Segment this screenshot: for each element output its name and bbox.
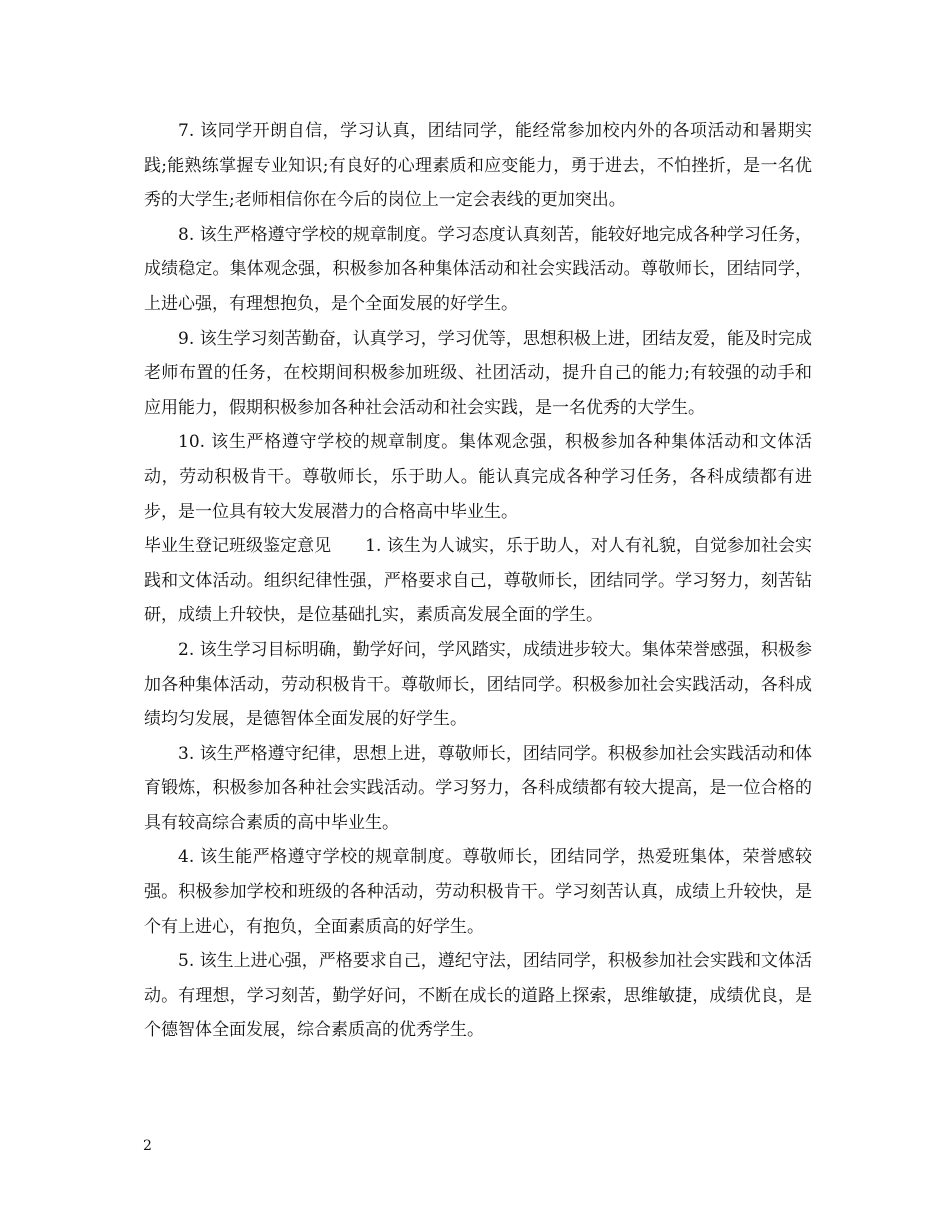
document-body <box>144 114 812 1048</box>
paragraph-section-heading-1: 毕业生登记班级鉴定意见 1. 该生为人诚实，乐于助人，对人有礼貌，自觉参加社会实践和文体活动。组织纪律性强，严格要求自己，尊敬师长，团结同学。学习努力，刻苦钻研，成绩上升较快，是位基础扎实，素质高发展全面的学生。 <box>144 536 812 626</box>
paragraph-2: 2. 该生学习目标明确，勤学好问，学风踏实，成绩进步较大。集体荣誉感强，积极参加各种集体活动，劳动积极肯干。尊敬师长，团结同学。积极参加社会实践活动，各科成绩均匀发展，是德智体全面发展的好学生。 <box>144 639 812 730</box>
paragraph-5: 5. 该生上进心强，严格要求自己，遵纪守法，团结同学，积极参加社会实践和文体活动。有理想，学习刻苦，勤学好问，不断在成长的道路上探索，思维敏捷，成绩优良，是个德智体全面发展，综合素质高的优秀学生。 <box>144 951 812 1041</box>
paragraph-4: 4. 该生能严格遵守学校的规章制度。尊敬师长，团结同学，热爱班集体，荣誉感较强。积极参加学校和班级的各种活动，劳动积极肯干。学习刻苦认真，成绩上升较快，是个有上进心，有抱负，全面素质高的好学生。 <box>144 847 812 937</box>
paragraph-10: 10. 该生严格遵守学校的规章制度。集体观念强，积极参加各种集体活动和文体活动，劳动积极肯干。尊敬师长，乐于助人。能认真完成各种学习任务，各科成绩都有进步，是一位具有较大发展潜力的合格高中毕业生。 <box>144 432 812 522</box>
paragraph-8: 8. 该生严格遵守学校的规章制度。学习态度认真刻苦，能较好地完成各种学习任务，成绩稳定。集体观念强，积极参加各种集体活动和社会实践活动。尊敬师长，团结同学，上进心强，有理想抱负，是个全面发展的好学生。 <box>144 224 812 314</box>
paragraph-7: 7. 该同学开朗自信，学习认真，团结同学，能经常参加校内外的各项活动和暑期实践;能熟练掌握专业知识;有良好的心理素质和应变能力，勇于进去，不怕挫折，是一名优秀的大学生;老师相信你在今后的岗位上一定会表线的更加突出。 <box>144 121 812 211</box>
paragraph-3: 3. 该生严格遵守纪律，思想上进，尊敬师长，团结同学。积极参加社会实践活动和体育锻炼，积极参加各种社会实践活动。学习努力，各科成绩都有较大提高，是一位合格的具有较高综合素质的高中毕业生。 <box>144 743 812 833</box>
paragraph-9: 9. 该生学习刻苦勤奋，认真学习，学习优等，思想积极上进，团结友爱，能及时完成老师布置的任务，在校期间积极参加班级、社团活动，提升自己的能力;有较强的动手和应用能力，假期积极参加各种社会活动和社会实践，是一名优秀的大学生。 <box>144 328 812 418</box>
page-number: 2 <box>143 1138 152 1154</box>
